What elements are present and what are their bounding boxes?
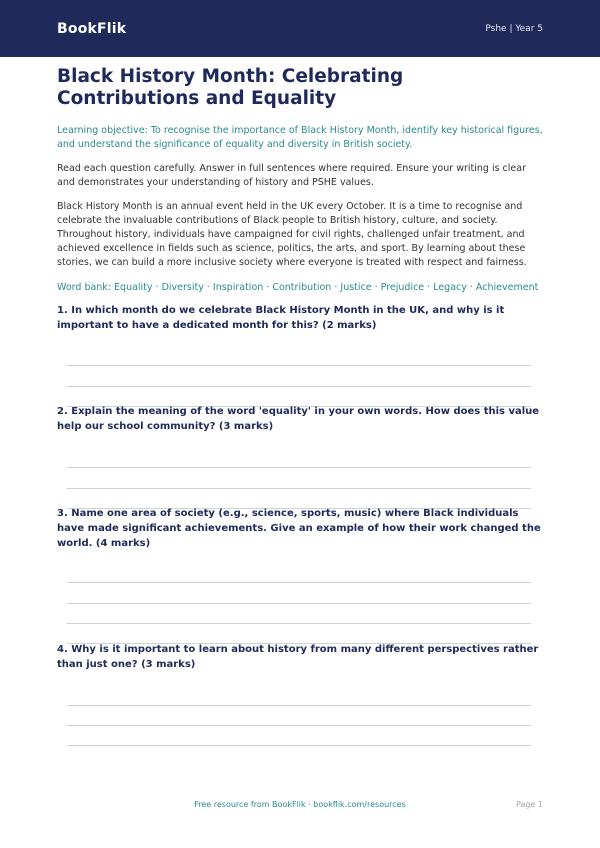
subject-year-label: Pshe | Year 5 (485, 23, 543, 34)
question-3 (57, 506, 543, 551)
page-footer (0, 800, 600, 816)
answer-line[interactable] (67, 365, 531, 366)
page-title: Black History Month: Celebrating Contributions and Equality (57, 66, 404, 109)
page-number: Page 1 (516, 800, 543, 809)
learning-objective: Learning objective: To recognise the importance of Black History Month, identify key historical figures, and understand the significance of equality and diversity in British society. (57, 125, 543, 150)
word-bank: Word bank: Equality · Diversity · Inspiration · Contribution · Justice · Prejudice · Legacy · Achievement (57, 282, 539, 293)
answer-line[interactable] (67, 386, 531, 387)
intro-paragraph: Black History Month is an annual event held in the UK every October. It is a time to recognise and celebrate the invaluable contributions of Black people to British history, culture, and society. Throughout history, individuals have campaigned for civil rights, challenged unfair treatment, and achieved excellence in fields such as science, politics, the arts, and sport. By learning about these stories, we can build a more inclusive society where everyone is treated with respect and fairness. (57, 201, 527, 268)
answer-line[interactable] (67, 488, 531, 489)
question-text: 1. In which month do we celebrate Black History Month in the UK, and why is it important to have a dedicated month for this? (2 marks) (57, 305, 505, 331)
question-text: 4. Why is it important to learn about history from many different perspectives rather than just one? (3 marks) (57, 644, 539, 670)
page-header (0, 0, 600, 57)
brand-logo-text: BookFlik (57, 20, 127, 37)
answer-line[interactable] (67, 745, 531, 746)
answer-line[interactable] (67, 623, 531, 624)
answer-line[interactable] (67, 725, 531, 726)
question-1 (57, 303, 543, 333)
question-4 (57, 642, 543, 672)
answer-line[interactable] (67, 582, 531, 583)
instructions-text: Read each question carefully. Answer in full sentences where required. Ensure your writing is clear and demonstrates your understanding of history and PSHE values. (57, 163, 526, 188)
answer-line[interactable] (67, 603, 531, 604)
answer-line[interactable] (67, 467, 531, 468)
question-text: 2. Explain the meaning of the word 'equality' in your own words. How does this value help our school community? (3 marks) (57, 406, 540, 432)
worksheet-intro (57, 66, 543, 295)
question-2 (57, 404, 543, 434)
footer-resource-link[interactable]: Free resource from BookFlik · bookflik.com/resources (194, 800, 406, 809)
question-text: 3. Name one area of society (e.g., science, sports, music) where Black individuals have made significant achievements. Give an example of how their work changed the world. (4 marks) (57, 508, 541, 549)
answer-line[interactable] (67, 705, 531, 706)
